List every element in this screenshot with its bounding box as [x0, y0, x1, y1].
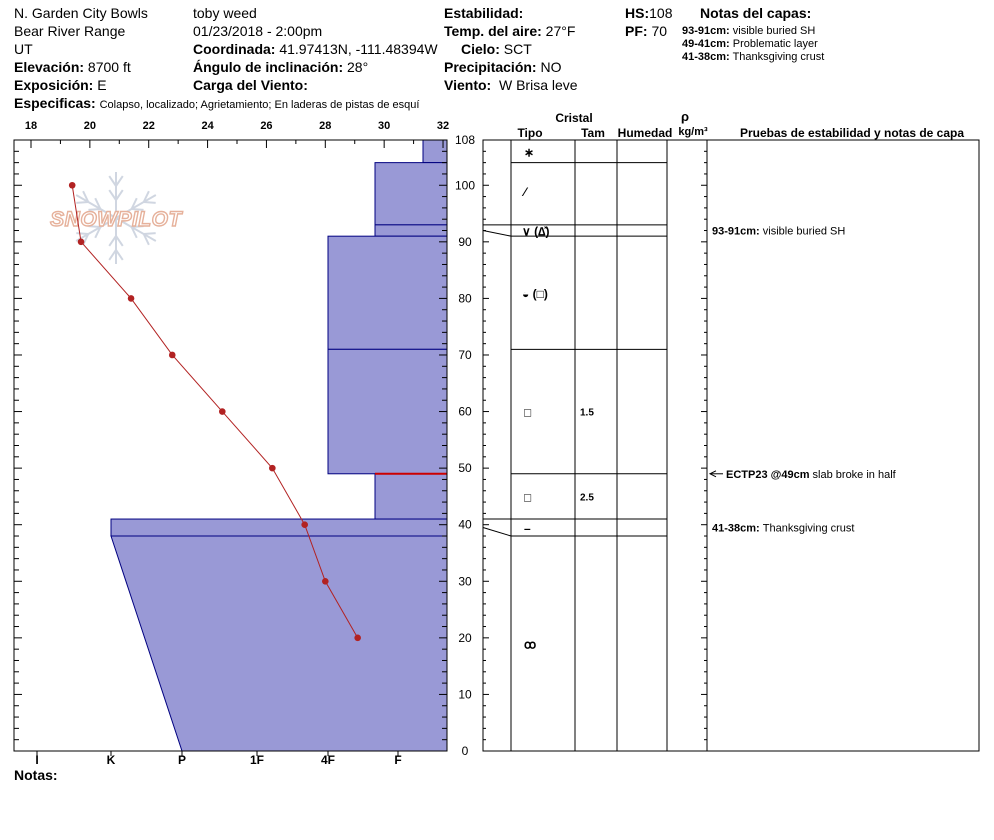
- layer-annotation: 93-91cm: visible buried SH: [712, 225, 846, 238]
- mountain-range: Bear River Range: [14, 23, 126, 39]
- hardness-tick-label: F: [394, 753, 402, 767]
- depth-tick-label: 90: [458, 234, 472, 249]
- wind-row: Viento: W Brisa leve: [444, 77, 578, 93]
- hardness-bar: [375, 474, 447, 519]
- aspect-row: Exposición: E: [14, 77, 107, 93]
- notes-label: Notas:: [14, 767, 58, 783]
- hardness-bar: [328, 349, 447, 473]
- crystal-type-symbol: ◒ (□): [522, 286, 548, 301]
- snowflake-branch: [144, 233, 156, 234]
- specifics-row: Especificas: Colapso, localizado; Agrietamiento; En laderas de pistas de esquí: [14, 95, 420, 111]
- hardness-tick-label: 1F: [249, 753, 265, 767]
- coord-row: Coordinada: 41.97413N, -111.48394W: [193, 41, 438, 57]
- layer-note: 49-41cm: Problematic layer: [682, 38, 818, 50]
- aspect-value: E: [97, 77, 107, 93]
- snowflake-branch: [116, 250, 123, 260]
- temperature-point: [269, 465, 276, 472]
- specifics-value: Colapso, localizado; Agrietamiento; En laderas de pistas de esquí: [99, 99, 420, 111]
- depth-tick-label: 70: [458, 347, 472, 362]
- moisture-header: Humedad: [617, 126, 673, 140]
- temp-tick-label: 24: [201, 120, 214, 132]
- stability-row: Estabilidad:: [444, 5, 524, 21]
- air-temp-row: Temp. del aire: 27°F: [444, 23, 576, 39]
- snowflake-branch: [109, 190, 116, 200]
- hardness-bar: [328, 236, 447, 349]
- elevation-value: 8700 ft: [87, 59, 131, 75]
- logo-text: SNOWPILOT: [50, 208, 182, 231]
- density-unit: kg/m³: [678, 126, 708, 138]
- hs-row: HS:108: [625, 5, 673, 21]
- temperature-point: [301, 521, 308, 528]
- sky-value: SCT: [503, 41, 532, 57]
- density-symbol: ρ: [680, 109, 690, 124]
- temp-tick-label: 22: [142, 120, 155, 132]
- crystal-type-symbol: □: [524, 490, 532, 505]
- depth-tick-label: 0: [461, 744, 469, 758]
- hardness-tick-label: I: [35, 753, 39, 767]
- hs-value: 108: [649, 5, 673, 21]
- crystal-type-symbol: –: [524, 521, 531, 536]
- hardness-tick-label: 4F: [320, 753, 336, 767]
- slope-row: Ángulo de inclinación: 28°: [193, 59, 369, 75]
- sky-row: Cielo: SCT: [461, 41, 532, 57]
- location: N. Garden City Bowls: [14, 5, 148, 21]
- hardness-bar: [111, 536, 447, 751]
- snowflake-branch: [76, 233, 88, 234]
- temp-tick-label: 26: [260, 120, 273, 132]
- layer-connector: [483, 528, 511, 536]
- temperature-point: [322, 578, 329, 585]
- snowflake-branch: [116, 236, 123, 246]
- crystal-type-symbol: ꝏ: [524, 637, 537, 652]
- hardness-bar: [111, 519, 447, 536]
- temperature-point: [169, 352, 176, 359]
- depth-tick-label: 60: [458, 404, 472, 419]
- crystal-type-symbol: ∗: [524, 145, 535, 160]
- hardness-bar: [375, 163, 447, 225]
- tests-header: Pruebas de estabilidad y notas de capa: [739, 126, 965, 140]
- snowflake-branch: [109, 250, 116, 260]
- depth-tick-label: 30: [458, 574, 472, 589]
- depth-tick-label: 108: [454, 133, 476, 147]
- wind-value: W Brisa leve: [498, 77, 578, 93]
- snowflake-branch: [109, 176, 116, 186]
- slope-value: 28°: [347, 59, 369, 75]
- coord-value: 41.97413N, -111.48394W: [279, 41, 438, 57]
- depth-tick-label: 10: [458, 687, 472, 702]
- temp-tick-label: 30: [378, 120, 391, 132]
- wind-load-row: Carga del Viento:: [193, 77, 308, 93]
- precip-row: Precipitación: NO: [444, 59, 562, 75]
- crystal-size: 2.5: [580, 492, 594, 504]
- crystal-type-symbol: ⁄: [524, 184, 527, 199]
- datetime: 01/23/2018 - 2:00pm: [193, 23, 323, 39]
- temperature-point: [69, 182, 76, 189]
- depth-tick-label: 20: [458, 630, 472, 645]
- depth-tick-label: 40: [458, 517, 472, 532]
- hardness-tick-label: P: [177, 753, 187, 767]
- snowflake-branch: [116, 176, 123, 186]
- observer: toby weed: [193, 5, 257, 21]
- temperature-point: [354, 635, 361, 642]
- depth-tick-label: 100: [454, 178, 476, 193]
- temp-tick-label: 20: [83, 120, 96, 132]
- snowflake-branch: [109, 236, 116, 246]
- size-header: Tam: [581, 126, 605, 140]
- air-temp-value: 27°F: [545, 23, 576, 39]
- temp-tick-label: 18: [24, 120, 38, 132]
- snowflake-branch: [144, 202, 156, 203]
- layer-notes-title: Notas del capas:: [700, 5, 812, 21]
- layer-note: 93-91cm: visible buried SH: [682, 25, 816, 37]
- depth-tick-label: 80: [458, 291, 472, 306]
- crystal-header: Cristal: [555, 111, 593, 125]
- layer-connector: [483, 231, 511, 237]
- crystal-type-symbol: ∨ (∆̽): [522, 224, 550, 239]
- temperature-point: [128, 295, 135, 302]
- pf-row: PF: 70: [625, 23, 668, 39]
- temp-tick-label: 28: [319, 120, 332, 132]
- elevation-row: Elevación: 8700 ft: [14, 59, 131, 75]
- temperature-point: [219, 408, 226, 415]
- layer-note: 41-38cm: Thanksgiving crust: [682, 51, 825, 63]
- precip-value: NO: [540, 59, 562, 75]
- hardness-bar: [375, 225, 447, 236]
- depth-tick-label: 50: [458, 461, 472, 476]
- state: UT: [14, 41, 33, 57]
- snowflake-branch: [116, 190, 123, 200]
- snowflake-branch: [76, 202, 88, 203]
- layer-annotation: 41-38cm: Thanksgiving crust: [712, 522, 855, 535]
- pf-value: 70: [651, 23, 668, 39]
- test-result: ECTP23 @49cm slab broke in half: [726, 468, 896, 481]
- temp-tick-label: 32: [436, 120, 450, 132]
- crystal-size: 1.5: [580, 407, 594, 419]
- temperature-point: [78, 239, 85, 246]
- hardness-tick-label: K: [106, 753, 116, 767]
- type-header: Tipo: [517, 126, 543, 140]
- crystal-type-symbol: □: [524, 405, 532, 420]
